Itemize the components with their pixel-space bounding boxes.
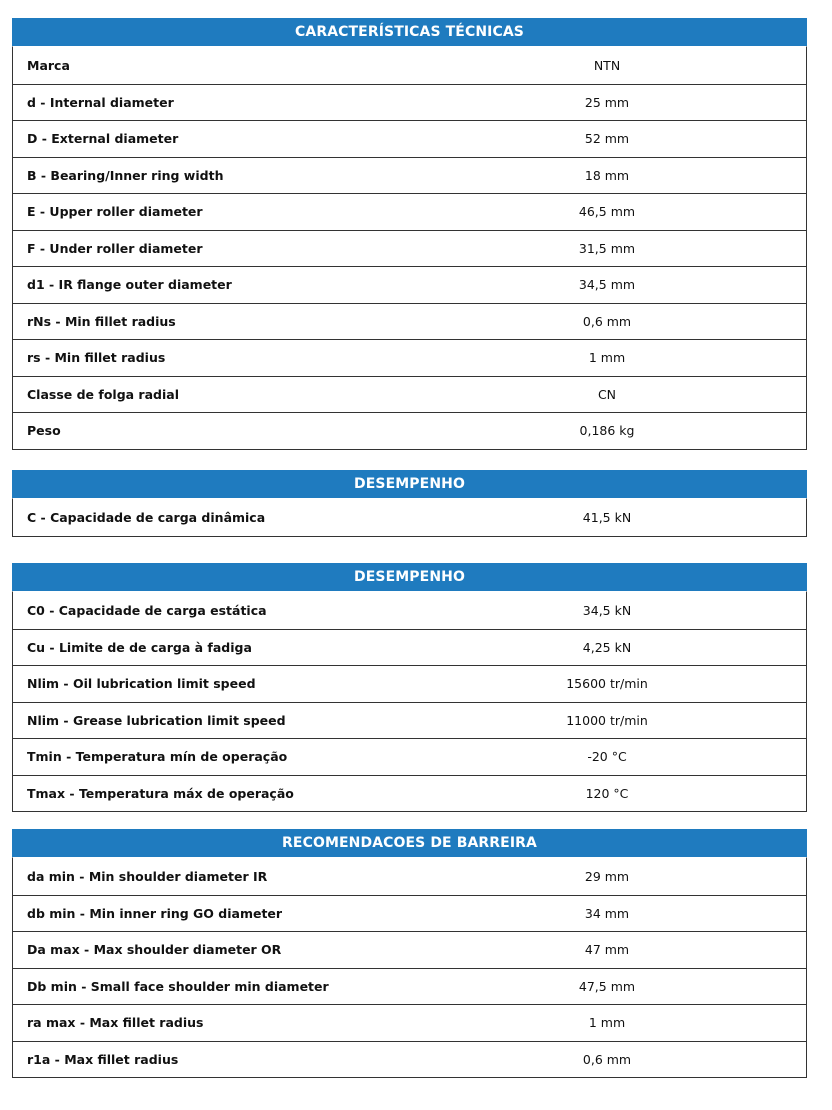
spec-label: r1a - Max fillet radius (27, 1051, 179, 1067)
spec-value: 11000 tr/min (566, 712, 648, 728)
spec-table (12, 591, 807, 812)
table-row (13, 775, 806, 812)
spec-label: C - Capacidade de carga dinâmica (27, 509, 266, 525)
spec-value: 0,186 kg (579, 423, 635, 439)
spec-label: d - Internal diameter (27, 94, 174, 110)
section-title: CARACTERÍSTICAS TÉCNICAS (12, 18, 807, 46)
spec-value: 34,5 mm (578, 277, 636, 293)
spec-label: Marca (27, 57, 70, 73)
spec-label: E - Upper roller diameter (27, 204, 203, 220)
section-title: DESEMPENHO (12, 563, 807, 591)
spec-label: Peso (27, 423, 61, 439)
spec-label: Db min - Small face shoulder min diameter (27, 978, 329, 994)
table-row (13, 157, 806, 194)
spec-value: 18 mm (584, 167, 630, 183)
table-row (13, 1004, 806, 1041)
spec-value: 0,6 mm (582, 1051, 632, 1067)
spec-table (12, 857, 807, 1078)
spec-value: 25 mm (584, 94, 630, 110)
spec-value: 41,5 kN (582, 509, 632, 525)
table-row (13, 665, 806, 702)
spec-table (12, 46, 807, 450)
table-row (13, 47, 806, 84)
table-row (13, 120, 806, 157)
spec-value: 4,25 kN (582, 639, 632, 655)
table-row (13, 702, 806, 739)
table-row (13, 376, 806, 413)
spec-value: -20 °C (587, 749, 627, 765)
table-row (13, 931, 806, 968)
spec-value: 47,5 mm (578, 978, 636, 994)
spec-label: Classe de folga radial (27, 386, 179, 402)
table-row (13, 339, 806, 376)
table-row (13, 193, 806, 230)
table-row (13, 968, 806, 1005)
spec-value: 52 mm (584, 131, 630, 147)
spec-table (12, 498, 807, 537)
spec-value: 120 °C (585, 785, 629, 801)
section-desempenho-dinamica (12, 470, 807, 537)
spec-label: rs - Min fillet radius (27, 350, 166, 366)
table-row (13, 1041, 806, 1078)
spec-label: Cu - Limite de de carga à fadiga (27, 639, 252, 655)
section-caracteristicas-tecnicas (12, 18, 807, 450)
section-desempenho (12, 563, 807, 812)
table-row (13, 738, 806, 775)
section-recomendacoes-barreira (12, 829, 807, 1078)
spec-value: NTN (593, 57, 621, 73)
table-row (13, 84, 806, 121)
spec-value: 46,5 mm (578, 204, 636, 220)
spec-value: 47 mm (584, 942, 630, 958)
spec-label: Da max - Max shoulder diameter OR (27, 942, 282, 958)
spec-value: 1 mm (588, 1015, 626, 1031)
spec-label: B - Bearing/Inner ring width (27, 167, 224, 183)
spec-value: 34 mm (584, 905, 630, 921)
spec-label: db min - Min inner ring GO diameter (27, 905, 283, 921)
spec-label: rNs - Min fillet radius (27, 313, 176, 329)
spec-label: Nlim - Grease lubrication limit speed (27, 712, 286, 728)
table-row (13, 230, 806, 267)
spec-label: C0 - Capacidade de carga estática (27, 602, 267, 618)
spec-label: Nlim - Oil lubrication limit speed (27, 676, 256, 692)
section-title: DESEMPENHO (12, 470, 807, 498)
spec-value: 15600 tr/min (566, 676, 648, 692)
spec-value: CN (597, 386, 617, 402)
spec-label: D - External diameter (27, 131, 179, 147)
spec-value: 31,5 mm (578, 240, 636, 256)
spec-label: Tmin - Temperatura mín de operação (27, 749, 288, 765)
spec-value: 1 mm (588, 350, 626, 366)
spec-label: ra max - Max fillet radius (27, 1015, 204, 1031)
table-row (13, 592, 806, 629)
table-row (13, 895, 806, 932)
spec-label: d1 - IR flange outer diameter (27, 277, 232, 293)
table-row (13, 303, 806, 340)
spec-label: da min - Min shoulder diameter IR (27, 868, 268, 884)
table-row (13, 266, 806, 303)
spec-value: 29 mm (584, 868, 630, 884)
spec-value: 34,5 kN (582, 602, 632, 618)
table-row (13, 499, 806, 536)
table-row (13, 858, 806, 895)
spec-label: F - Under roller diameter (27, 240, 203, 256)
spec-value: 0,6 mm (582, 313, 632, 329)
table-row (13, 412, 806, 449)
spec-label: Tmax - Temperatura máx de operação (27, 785, 294, 801)
table-row (13, 629, 806, 666)
section-title: RECOMENDACOES DE BARREIRA (12, 829, 807, 857)
